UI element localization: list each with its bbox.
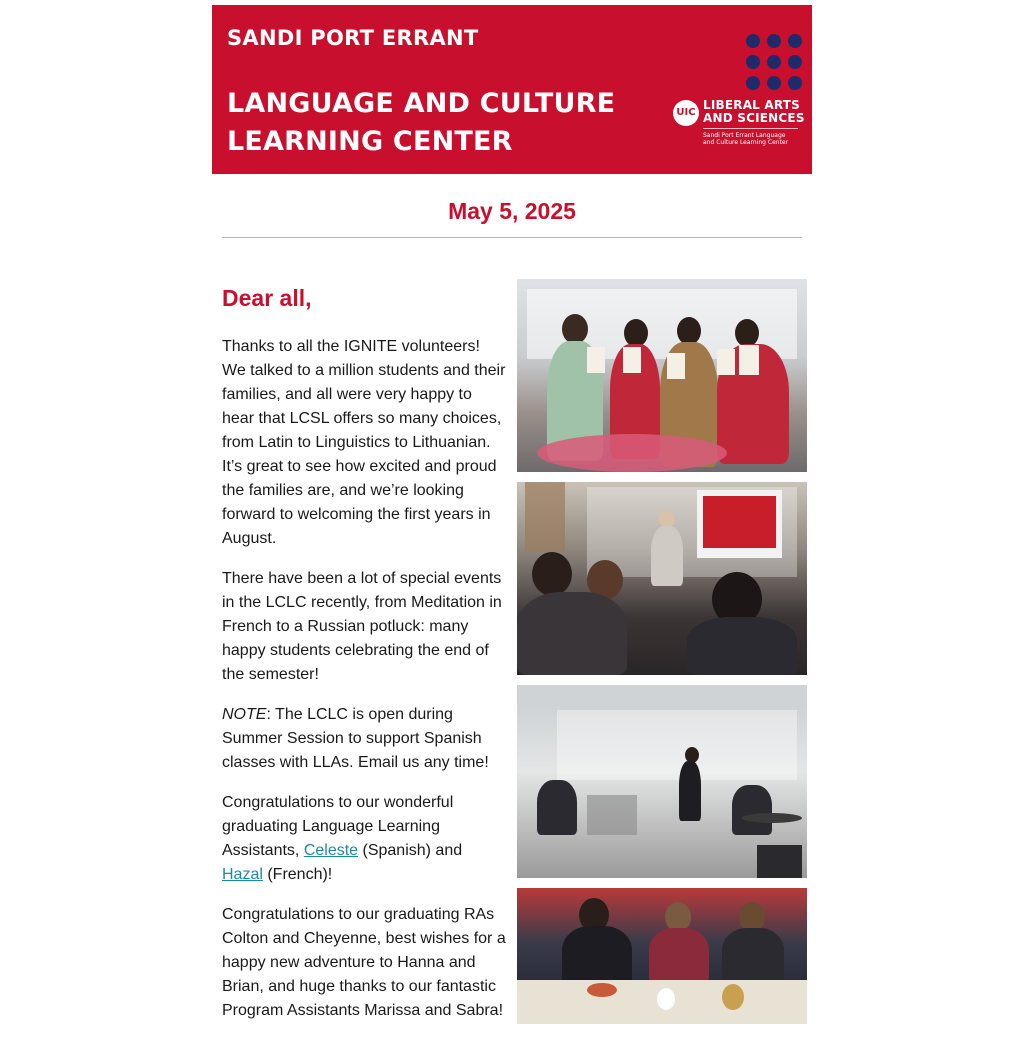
paragraph-note: [222, 703, 507, 775]
newsletter-date: May 5, 2025: [448, 198, 576, 224]
banner-title: [227, 85, 615, 161]
paragraph-ignite: Thanks to all the IGNITE volunteers! We talked to a million students and their families, and all were very happy to hear that LCSL offers so many choices, from Latin to Linguistics to Lithuanian. It’s great to see how excited and proud the families are, and we’re looking forward to welcoming the first years in August.: [222, 338, 506, 547]
paragraph-events: There have been a lot of special events in the LCLC recently, from Meditation in French to a Russian potluck: many happy students celebrating the end of the semester!: [222, 570, 502, 683]
banner-kicker: SANDI PORT ERRANT: [227, 26, 479, 50]
llas-text-mid: (Spanish) and: [358, 842, 463, 859]
photo-potluck-room: [517, 685, 807, 878]
college-name-line-1: LIBERAL ARTS: [703, 98, 801, 112]
paragraph-ras: Congratulations to our graduating RAs Colton and Cheyenne, best wishes for a happy new adventure to Hanna and Brian, and huge thanks to our fantastic Program Assistants Marissa and Sabra!: [222, 906, 506, 1019]
newsletter-body: [222, 283, 507, 1039]
uic-logo-icon: UIC: [673, 100, 699, 126]
celeste-link[interactable]: Celeste: [303, 842, 359, 859]
header-banner: [212, 5, 812, 174]
paragraph-llas: [222, 791, 507, 887]
banner-title-line-2: LEARNING CENTER: [227, 126, 513, 157]
banner-title-line-1: LANGUAGE AND CULTURE: [227, 88, 616, 119]
dot-grid-logo: [746, 34, 800, 88]
college-name: [703, 99, 805, 125]
llas-text-start: Congratulations to our wonderful graduating Language Learning Assistants,: [222, 794, 454, 859]
photo-meditation-event: [517, 482, 807, 675]
college-subtitle-line-1: Sandi Port Errant Language: [703, 132, 786, 139]
greeting-heading: Dear all,: [222, 285, 312, 311]
date-divider: [222, 237, 802, 238]
college-name-line-2: AND SCIENCES: [703, 111, 805, 125]
note-text: : The LCLC is open during Summer Session to support Spanish classes with LLAs. Email us any time!: [222, 706, 489, 771]
photo-russian-potluck: [517, 888, 807, 1024]
llas-text-end: (French)!: [262, 866, 333, 883]
college-subtitle: [703, 132, 788, 146]
hazal-link[interactable]: Hazal: [222, 866, 263, 883]
college-subtitle-line-2: and Culture Learning Center: [703, 139, 789, 146]
photo-volunteers: [517, 279, 807, 472]
note-label: NOTE: [222, 706, 267, 723]
college-divider: [703, 128, 798, 129]
